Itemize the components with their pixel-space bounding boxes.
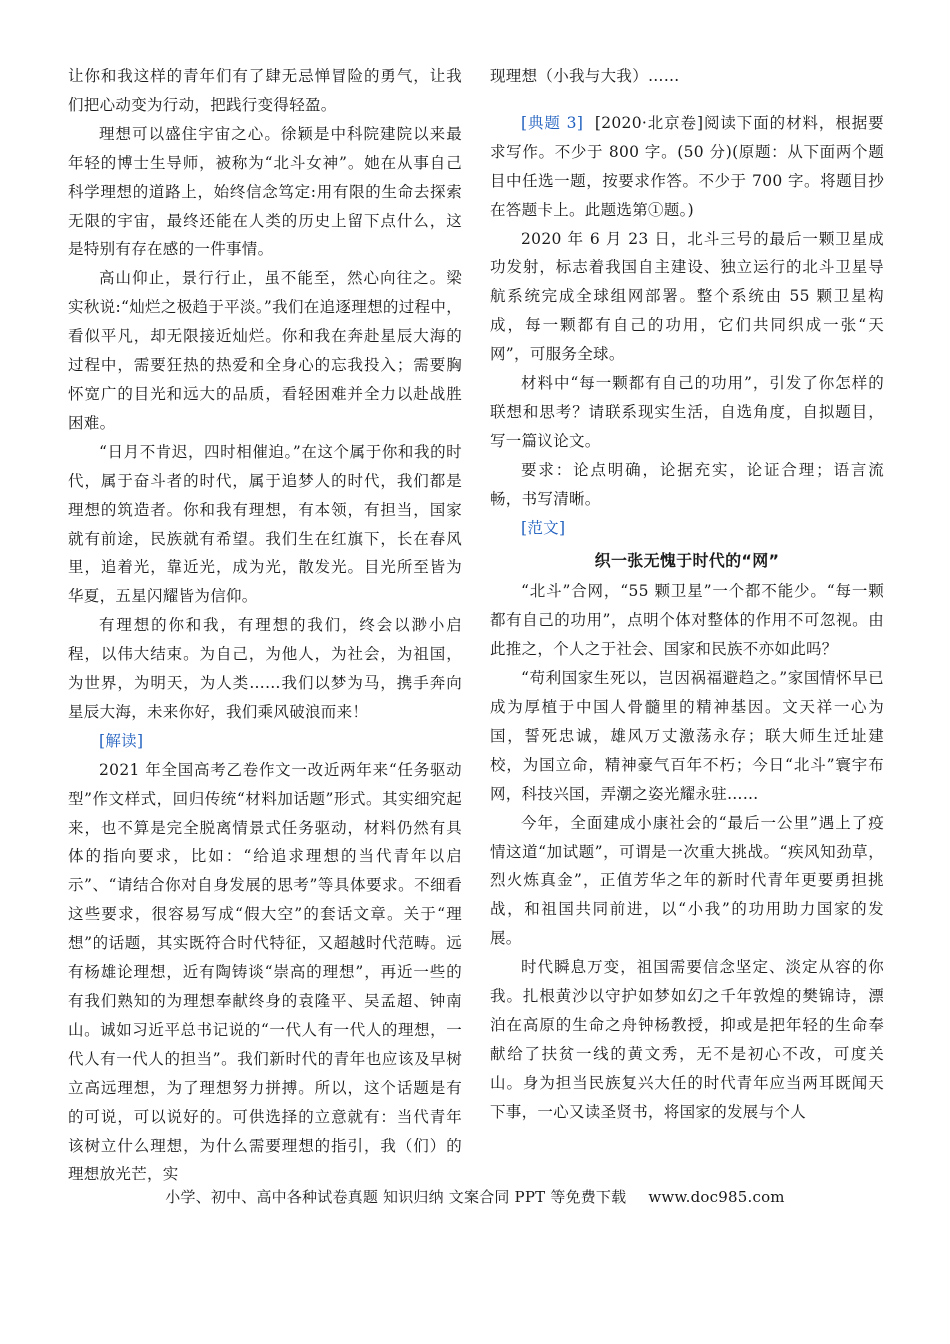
essay-paragraph: 理想可以盛住宇宙之心。徐颖是中科院建院以来最年轻的博士生导师，被称为“北斗女神”。她在从事自己科学理想的道路上，始终信念笃定:用有限的生命去探索无限的宇宙，最终还能在人类的历史上留下点什么，这是特别有存在感的一件事情。: [68, 124, 462, 259]
page-footer: [0, 1186, 950, 1207]
material-paragraph: 要求：论点明确，论据充实，论证合理；语言流畅，书写清晰。: [490, 460, 884, 508]
material-paragraph: 2020 年 6 月 23 日，北斗三号的最后一颗卫星成功发射，标志着我国自主建设、独立运行的北斗卫星导航系统完成全球组网部署。整个系统由 55 颗卫星构成，每一颗都有自己的功用，它们共同织成一张“天网”，可服务全球。: [490, 229, 884, 364]
material-paragraph: 材料中“每一颗都有自己的功用”，引发了你怎样的联想和思考？请联系现实生活，自选角度，自拟题目，写一篇议论文。: [490, 374, 884, 450]
spacer: [490, 91, 884, 109]
footer-url[interactable]: www.doc985.com: [648, 1188, 785, 1206]
left-column: [68, 62, 462, 1189]
essay-paragraph: “日月不肯迟，四时相催迫。”在这个属于你和我的时代，属于奋斗者的时代，属于追梦人的时代，我们都是理想的筑造者。你和我有理想，有本领，有担当，国家就有前途，民族就有希望。我们生在红旗下，长在春风里，追着光，靠近光，成为光，散发光。目光所至皆为华夏，五星闪耀皆为信仰。: [68, 442, 462, 606]
footer-text: 小学、初中、高中各种试卷真题 知识归纳 文案合同 PPT 等免费下载: [165, 1188, 627, 1206]
right-column: [490, 62, 884, 1127]
essay-paragraph: 有理想的你和我，有理想的我们，终会以渺小启程，以伟大结束。为自己，为他人，为社会，为祖国，为世界，为明天，为人类……我们以梦为马，携手奔向星辰大海，未来你好，我们乘风破浪而来！: [68, 616, 462, 721]
model-essay-paragraph: “北斗”合网，“55 颗卫星”一个都不能少。“每一颗都有自己的功用”，点明个体对整体的作用不可忽视。由此推之，个人之于社会、国家和民族不亦如此吗？: [490, 582, 884, 659]
essay-title: 织一张无愧于时代的“网”: [594, 550, 780, 570]
analysis-label: [解读]: [99, 731, 144, 750]
example-question: [490, 109, 884, 225]
model-essay-paragraph: 今年，全面建成小康社会的“最后一公里”遇上了疫情这道“加试题”，可谓是一次重大挑战。“疾风知劲草，烈火炼真金”，正值芳华之年的新时代青年更要勇担挑战，和祖国共同前进，以“小我”的功用助力国家的发展。: [490, 813, 884, 948]
model-essay-paragraph: 时代瞬息万变，祖国需要信念坚定、淡定从容的你我。扎根黄沙以守护如梦如幻之千年敦煌的樊锦诗，漂泊在高原的生命之舟钟杨教授，抑或是把年轻的生命奉献给了扶贫一线的黄文秀，无不是初心不改，可度关山。身为担当民族复兴大任的时代青年应当两耳既闻天下事，一心又读圣贤书，将国家的发展与个人: [490, 958, 884, 1121]
analysis-text: 2021 年全国高考乙卷作文一改近两年来“任务驱动型”作文样式，回归传统“材料加话题”形式。其实细究起来，也不算是完全脱离情景式任务驱动，材料仍然有具体的指向要求，比如：“给追求理想的当代青年以启示”、“请结合你对自身发展的思考”等具体要求。不细看这些要求，很容易写成“假大空”的套话文章。关于“理想”的话题，其实既符合时代特征，又超越时代范畴。远有杨雄论理想，近有陶铸谈“崇高的理想”，再近一些的有我们熟知的为理想奉献终身的袁隆平、吴孟超、钟南山。诚如习近平总书记说的“一代人有一代人的理想，一代人有一代人的担当”。我们新时代的青年也应该及早树立高远理想，为了理想努力拼搏。所以，这个话题是有的可说，可以说好的。可供选择的立意就有：当代青年该树立什么理想，为什么需要理想的指引，我（们）的理想放光芒，实: [68, 760, 462, 1184]
example-text: [2020·北京卷]阅读下面的材料，根据要求写作。不少于 800 字。(50 分)(原题：从下面两个题目中任选一题，按要求作答。不少于 700 字。将题目抄在答题卡上。此题选第①题。): [490, 113, 884, 219]
continuation-text: 现理想（小我与大我）……: [490, 67, 680, 85]
essay-paragraph: 让你和我这样的青年们有了肆无忌惮冒险的勇气，让我们把心动变为行动，把践行变得轻盈。: [68, 67, 462, 114]
model-essay-label: [范文]: [521, 518, 566, 537]
model-essay-paragraph: “苟利国家生死以，岂因祸福避趋之。”家国情怀早已成为厚植于中国人骨髓里的精神基因。文天祥一心为国，誓死忠诚，雄风万丈激荡永存；联大师生迁址建校，为国立命，精神豪气百年不朽；今日“北斗”寰宇布网，科技兴国，弄潮之姿光耀永驻……: [490, 669, 884, 803]
essay-paragraph: 高山仰止，景行行止，虽不能至，然心向往之。梁实秋说:“灿烂之极趋于平淡。”我们在追逐理想的过程中，看似平凡，却无限接近灿烂。你和我在奔赴星辰大海的过程中，需要狂热的热爱和全身心的忘我投入；需要胸怀宽广的目光和远大的品质，看轻困难并全力以赴战胜困难。: [68, 269, 462, 432]
example-label: [典题 3]: [521, 113, 584, 132]
